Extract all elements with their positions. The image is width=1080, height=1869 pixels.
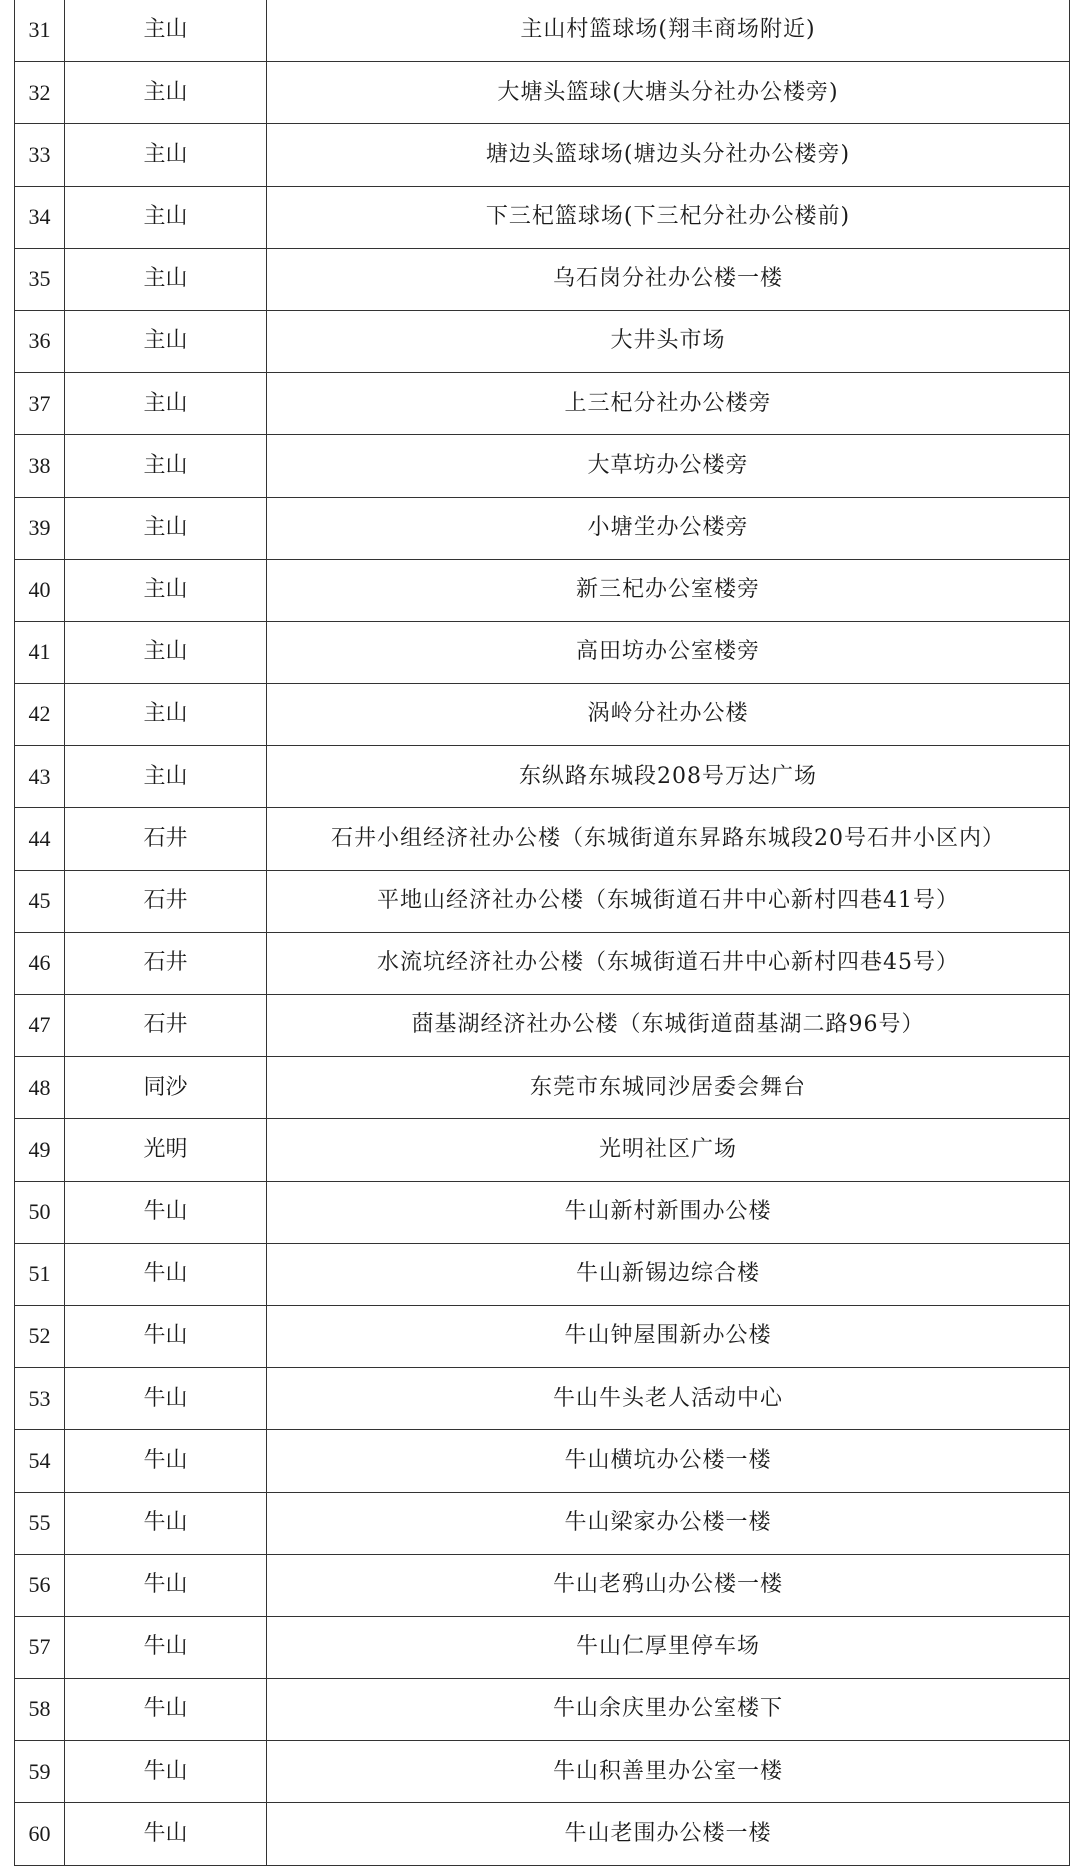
community-cell: 主山 xyxy=(65,746,267,808)
row-number-cell: 59 xyxy=(15,1741,65,1803)
table-row xyxy=(15,1492,1070,1554)
location-cell: 牛山老围办公楼一楼 xyxy=(267,1803,1070,1865)
community-cell: 主山 xyxy=(65,62,267,124)
community-cell: 牛山 xyxy=(65,1430,267,1492)
row-number-cell: 55 xyxy=(15,1492,65,1554)
community-cell: 主山 xyxy=(65,559,267,621)
community-cell: 牛山 xyxy=(65,1305,267,1367)
table-row xyxy=(15,932,1070,994)
table-row xyxy=(15,1243,1070,1305)
row-number-cell: 56 xyxy=(15,1554,65,1616)
location-cell: 牛山钟屋围新办公楼 xyxy=(267,1305,1070,1367)
community-cell: 牛山 xyxy=(65,1803,267,1865)
community-cell: 石井 xyxy=(65,932,267,994)
community-cell: 牛山 xyxy=(65,1554,267,1616)
row-number-cell: 57 xyxy=(15,1616,65,1678)
table-row xyxy=(15,995,1070,1057)
table-row xyxy=(15,870,1070,932)
location-cell: 主山村篮球场(翔丰商场附近) xyxy=(267,0,1070,62)
row-number-cell: 60 xyxy=(15,1803,65,1865)
table-row xyxy=(15,684,1070,746)
table-row xyxy=(15,310,1070,372)
table-row xyxy=(15,186,1070,248)
community-cell: 主山 xyxy=(65,373,267,435)
location-cell: 牛山积善里办公室一楼 xyxy=(267,1741,1070,1803)
location-cell: 乌石岗分社办公楼一楼 xyxy=(267,248,1070,310)
table-body xyxy=(15,0,1070,1865)
row-number-cell: 39 xyxy=(15,497,65,559)
location-cell: 牛山仁厚里停车场 xyxy=(267,1616,1070,1678)
location-cell: 牛山横坑办公楼一楼 xyxy=(267,1430,1070,1492)
community-cell: 牛山 xyxy=(65,1492,267,1554)
row-number-cell: 34 xyxy=(15,186,65,248)
row-number-cell: 41 xyxy=(15,621,65,683)
row-number-cell: 38 xyxy=(15,435,65,497)
row-number-cell: 49 xyxy=(15,1119,65,1181)
table-row xyxy=(15,435,1070,497)
location-cell: 莔基湖经济社办公楼（东城街道莔基湖二路96号） xyxy=(267,995,1070,1057)
community-cell: 主山 xyxy=(65,684,267,746)
row-number-cell: 51 xyxy=(15,1243,65,1305)
row-number-cell: 35 xyxy=(15,248,65,310)
row-number-cell: 40 xyxy=(15,559,65,621)
location-cell: 水流坑经济社办公楼（东城街道石井中心新村四巷45号） xyxy=(267,932,1070,994)
table-row xyxy=(15,62,1070,124)
row-number-cell: 54 xyxy=(15,1430,65,1492)
community-cell: 牛山 xyxy=(65,1679,267,1741)
row-number-cell: 50 xyxy=(15,1181,65,1243)
row-number-cell: 47 xyxy=(15,995,65,1057)
community-cell: 同沙 xyxy=(65,1057,267,1119)
location-cell: 东莞市东城同沙居委会舞台 xyxy=(267,1057,1070,1119)
location-table xyxy=(14,0,1070,1866)
community-cell: 牛山 xyxy=(65,1243,267,1305)
location-cell: 光明社区广场 xyxy=(267,1119,1070,1181)
table-row xyxy=(15,1181,1070,1243)
community-cell: 牛山 xyxy=(65,1368,267,1430)
row-number-cell: 44 xyxy=(15,808,65,870)
row-number-cell: 45 xyxy=(15,870,65,932)
table-row xyxy=(15,248,1070,310)
row-number-cell: 46 xyxy=(15,932,65,994)
location-cell: 牛山牛头老人活动中心 xyxy=(267,1368,1070,1430)
table-row xyxy=(15,746,1070,808)
location-cell: 下三杞篮球场(下三杞分社办公楼前) xyxy=(267,186,1070,248)
table-row xyxy=(15,1679,1070,1741)
location-cell: 平地山经济社办公楼（东城街道石井中心新村四巷41号） xyxy=(267,870,1070,932)
location-cell: 大塘头篮球(大塘头分社办公楼旁) xyxy=(267,62,1070,124)
location-cell: 塘边头篮球场(塘边头分社办公楼旁) xyxy=(267,124,1070,186)
row-number-cell: 33 xyxy=(15,124,65,186)
location-cell: 高田坊办公室楼旁 xyxy=(267,621,1070,683)
table-row xyxy=(15,621,1070,683)
table-row xyxy=(15,1554,1070,1616)
table-row xyxy=(15,497,1070,559)
location-cell: 牛山老鸦山办公楼一楼 xyxy=(267,1554,1070,1616)
table-row xyxy=(15,1741,1070,1803)
table-row xyxy=(15,373,1070,435)
community-cell: 牛山 xyxy=(65,1181,267,1243)
location-cell: 新三杞办公室楼旁 xyxy=(267,559,1070,621)
location-cell: 涡岭分社办公楼 xyxy=(267,684,1070,746)
row-number-cell: 37 xyxy=(15,373,65,435)
table-row xyxy=(15,124,1070,186)
community-cell: 石井 xyxy=(65,870,267,932)
row-number-cell: 53 xyxy=(15,1368,65,1430)
location-cell: 牛山新锡边综合楼 xyxy=(267,1243,1070,1305)
location-cell: 牛山余庆里办公室楼下 xyxy=(267,1679,1070,1741)
table-row xyxy=(15,1616,1070,1678)
table-row xyxy=(15,1057,1070,1119)
community-cell: 主山 xyxy=(65,0,267,62)
location-cell: 上三杞分社办公楼旁 xyxy=(267,373,1070,435)
table-row xyxy=(15,1368,1070,1430)
community-cell: 主山 xyxy=(65,497,267,559)
location-cell: 牛山梁家办公楼一楼 xyxy=(267,1492,1070,1554)
row-number-cell: 36 xyxy=(15,310,65,372)
location-cell: 石井小组经济社办公楼（东城街道东昇路东城段20号石井小区内） xyxy=(267,808,1070,870)
community-cell: 主山 xyxy=(65,124,267,186)
community-cell: 石井 xyxy=(65,808,267,870)
table-row xyxy=(15,1430,1070,1492)
location-cell: 大井头市场 xyxy=(267,310,1070,372)
community-cell: 光明 xyxy=(65,1119,267,1181)
table-row xyxy=(15,1803,1070,1865)
table-row xyxy=(15,1119,1070,1181)
table-row xyxy=(15,1305,1070,1367)
row-number-cell: 32 xyxy=(15,62,65,124)
community-cell: 主山 xyxy=(65,248,267,310)
row-number-cell: 58 xyxy=(15,1679,65,1741)
row-number-cell: 48 xyxy=(15,1057,65,1119)
location-cell: 东纵路东城段208号万达广场 xyxy=(267,746,1070,808)
community-cell: 牛山 xyxy=(65,1616,267,1678)
location-cell: 大草坊办公楼旁 xyxy=(267,435,1070,497)
row-number-cell: 43 xyxy=(15,746,65,808)
row-number-cell: 42 xyxy=(15,684,65,746)
row-number-cell: 52 xyxy=(15,1305,65,1367)
table-row xyxy=(15,559,1070,621)
row-number-cell: 31 xyxy=(15,0,65,62)
table-row xyxy=(15,808,1070,870)
community-cell: 石井 xyxy=(65,995,267,1057)
table-row xyxy=(15,0,1070,62)
location-cell: 小塘坣办公楼旁 xyxy=(267,497,1070,559)
community-cell: 主山 xyxy=(65,435,267,497)
community-cell: 牛山 xyxy=(65,1741,267,1803)
community-cell: 主山 xyxy=(65,310,267,372)
location-cell: 牛山新村新围办公楼 xyxy=(267,1181,1070,1243)
community-cell: 主山 xyxy=(65,186,267,248)
community-cell: 主山 xyxy=(65,621,267,683)
